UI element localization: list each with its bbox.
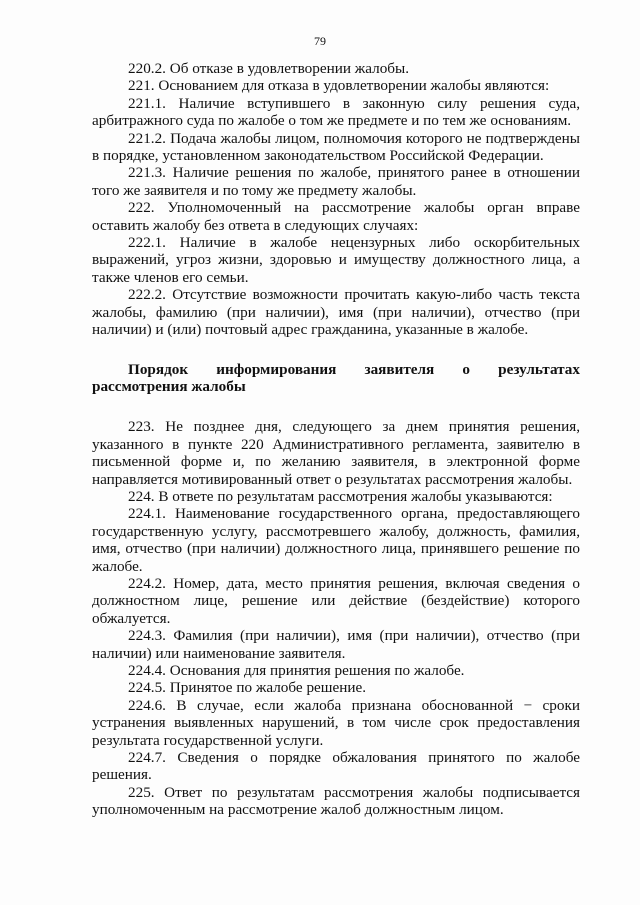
paragraph-222-1: 222.1. Наличие в жалобе нецензурных либо оскорбительных выражений, угроз жизни, здоровью и имуществу должностного лица, а также членов его семьи. — [92, 234, 580, 286]
paragraph-221-1: 221.1. Наличие вступившего в законную силу решения суда, арбитражного суда по жалобе о том же предмете и по тем же основаниям. — [92, 94, 580, 130]
paragraph-224-4: 224.4. Основания для принятия решения по жалобе. — [128, 662, 465, 679]
paragraph-222-2: 222.2. Отсутствие возможности прочитать какую-либо часть текста жалобы, фамилию (при наличии), имя (при наличии), отчество (при наличии) и (или) почтовый адрес гражданина, указанные в жалобе. — [92, 286, 580, 339]
paragraph-224-5: 224.5. Принятое по жалобе решение. — [128, 679, 367, 697]
paragraph-224: 224. В ответе по результатам рассмотрения жалобы указываются: — [128, 487, 553, 505]
section-heading: Порядок информирования заявителя о результатах рассмотрения жалобы — [92, 360, 580, 395]
paragraph-225: 225. Ответ по результатам рассмотрения жалобы подписывается уполномоченным на рассмотрение жалоб должностным лицом. — [92, 783, 580, 819]
paragraph-221: 221. Основанием для отказа в удовлетворении жалобы являются: — [128, 77, 550, 95]
paragraph-220-2: 220.2. Об отказе в удовлетворении жалобы. — [128, 60, 410, 77]
page-number: 79 — [314, 34, 326, 48]
paragraph-222: 222. Уполномоченный на рассмотрение жалобы орган вправе оставить жалобу без ответа в следующих случаях: — [92, 199, 580, 234]
paragraph-224-6: 224.6. В случае, если жалоба признана обоснованной − сроки устранения выявленных нарушений, в том числе срок предоставления результата государственной услуги. — [92, 696, 580, 749]
paragraph-224-7: 224.7. Сведения о порядке обжалования принятого по жалобе решения. — [92, 749, 580, 784]
paragraph-221-3: 221.3. Наличие решения по жалобе, принятого ранее в отношении того же заявителя и по тому же предмету жалобы. — [92, 164, 580, 199]
paragraph-221-2: 221.2. Подача жалобы лицом, полномочия которого не подтверждены в порядке, установленном законодательством Российской Федерации. — [92, 129, 580, 165]
paragraph-223: 223. Не позднее дня, следующего за днем принятия решения, указанного в пункте 220 Административного регламента, заявителю в письменной форме и, по желанию заявителя, в электронной форме направляется мотивированный ответ о результатах рассмотрения жалобы. — [92, 418, 580, 488]
paragraph-224-1: 224.1. Наименование государственного органа, предоставляющего государственную услугу, рассмотревшего жалобу, должность, фамилия, имя, отчество (при наличии) должностного лица, принявшего решение по жалобе. — [92, 505, 580, 575]
document-body — [92, 60, 580, 819]
paragraph-224-2: 224.2. Номер, дата, место принятия решения, включая сведения о должностном лице, решение или действие (бездействие) которого обжалуется. — [92, 574, 580, 627]
paragraph-224-3: 224.3. Фамилия (при наличии), имя (при наличии), отчество (при наличии) или наименование заявителя. — [92, 627, 580, 662]
